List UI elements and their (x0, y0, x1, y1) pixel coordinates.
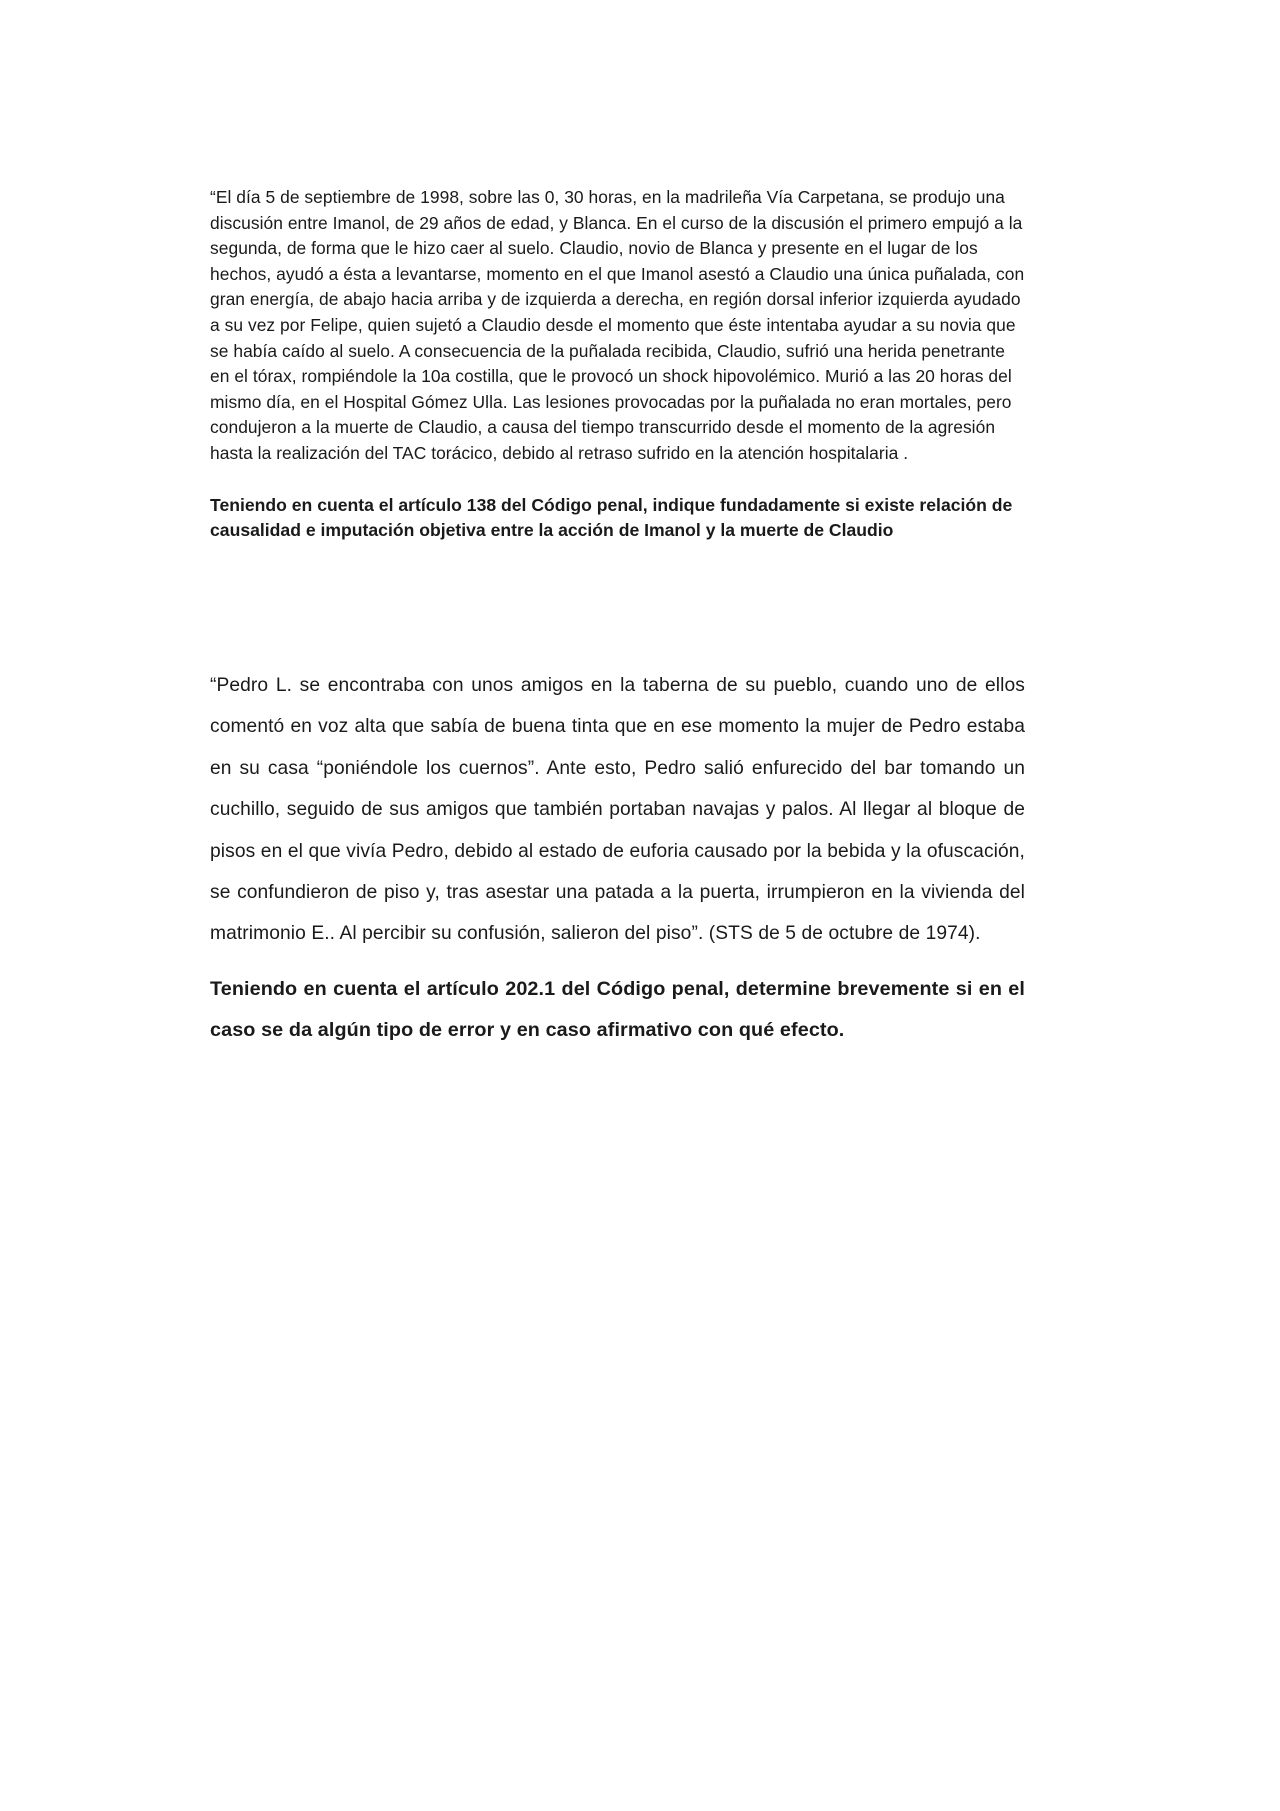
case-1-question: Teniendo en cuenta el artículo 138 del Código penal, indique fundadamente si existe relación de causalidad e imputación objetiva entre la acción de Imanol y la muerte de Claudio (210, 494, 1013, 541)
case-2-section (210, 665, 1025, 1051)
case-2-narrative: “Pedro L. se encontraba con unos amigos en la taberna de su pueblo, cuando uno de ellos comentó en voz alta que sabía de buena tinta que en ese momento la mujer de Pedro estaba en su casa “poniéndole los cuernos”. Ante esto, Pedro salió enfurecido del bar tomando un cuchillo, seguido de sus amigos que también portaban navajas y palos. Al llegar al bloque de pisos en el que vivía Pedro, debido al estado de euforia causado por la bebida y la ofuscación, se confundieron de piso y, tras asestar una patada a la puerta, irrumpieron en la vivienda del matrimonio E.. Al percibir su confusión, salieron del piso”. (STS de 5 de octubre de 1974). (210, 675, 1025, 945)
case-1-section (210, 185, 1025, 544)
case-1-narrative: “El día 5 de septiembre de 1998, sobre las 0, 30 horas, en la madrileña Vía Carpetana, se produjo una discusión entre Imanol, de 29 años de edad, y Blanca. En el curso de la discusión el primero empujó a la segunda, de forma que le hizo caer al suelo. Claudio, novio de Blanca y presente en el lugar de los hechos, ayudó a ésta a levantarse, momento en el que Imanol asestó a Claudio una única puñalada, con gran energía, de abajo hacia arriba y de izquierda a derecha, en región dorsal inferior izquierda ayudado a su vez por Felipe, quien sujetó a Claudio desde el momento que éste intentaba ayudar a su novia que se había caído al suelo. A consecuencia de la puñalada recibida, Claudio, sufrió una herida penetrante en el tórax, rompiéndole la 10a costilla, que le provocó un shock hipovolémico. Murió a las 20 horas del mismo día, en el Hospital Gómez Ulla. Las lesiones provocadas por la puñalada no eran mortales, pero condujeron a la muerte de Claudio, a causa del tiempo transcurrido desde el momento de la agresión hasta la realización del TAC torácico, debido al retraso sufrido en la atención hospitalaria . (210, 187, 1025, 463)
case-2-question: Teniendo en cuenta el artículo 202.1 del Código penal, determine brevemente si en el caso se da algún tipo de error y en caso afirmativo con qué efecto. (210, 977, 1025, 1041)
